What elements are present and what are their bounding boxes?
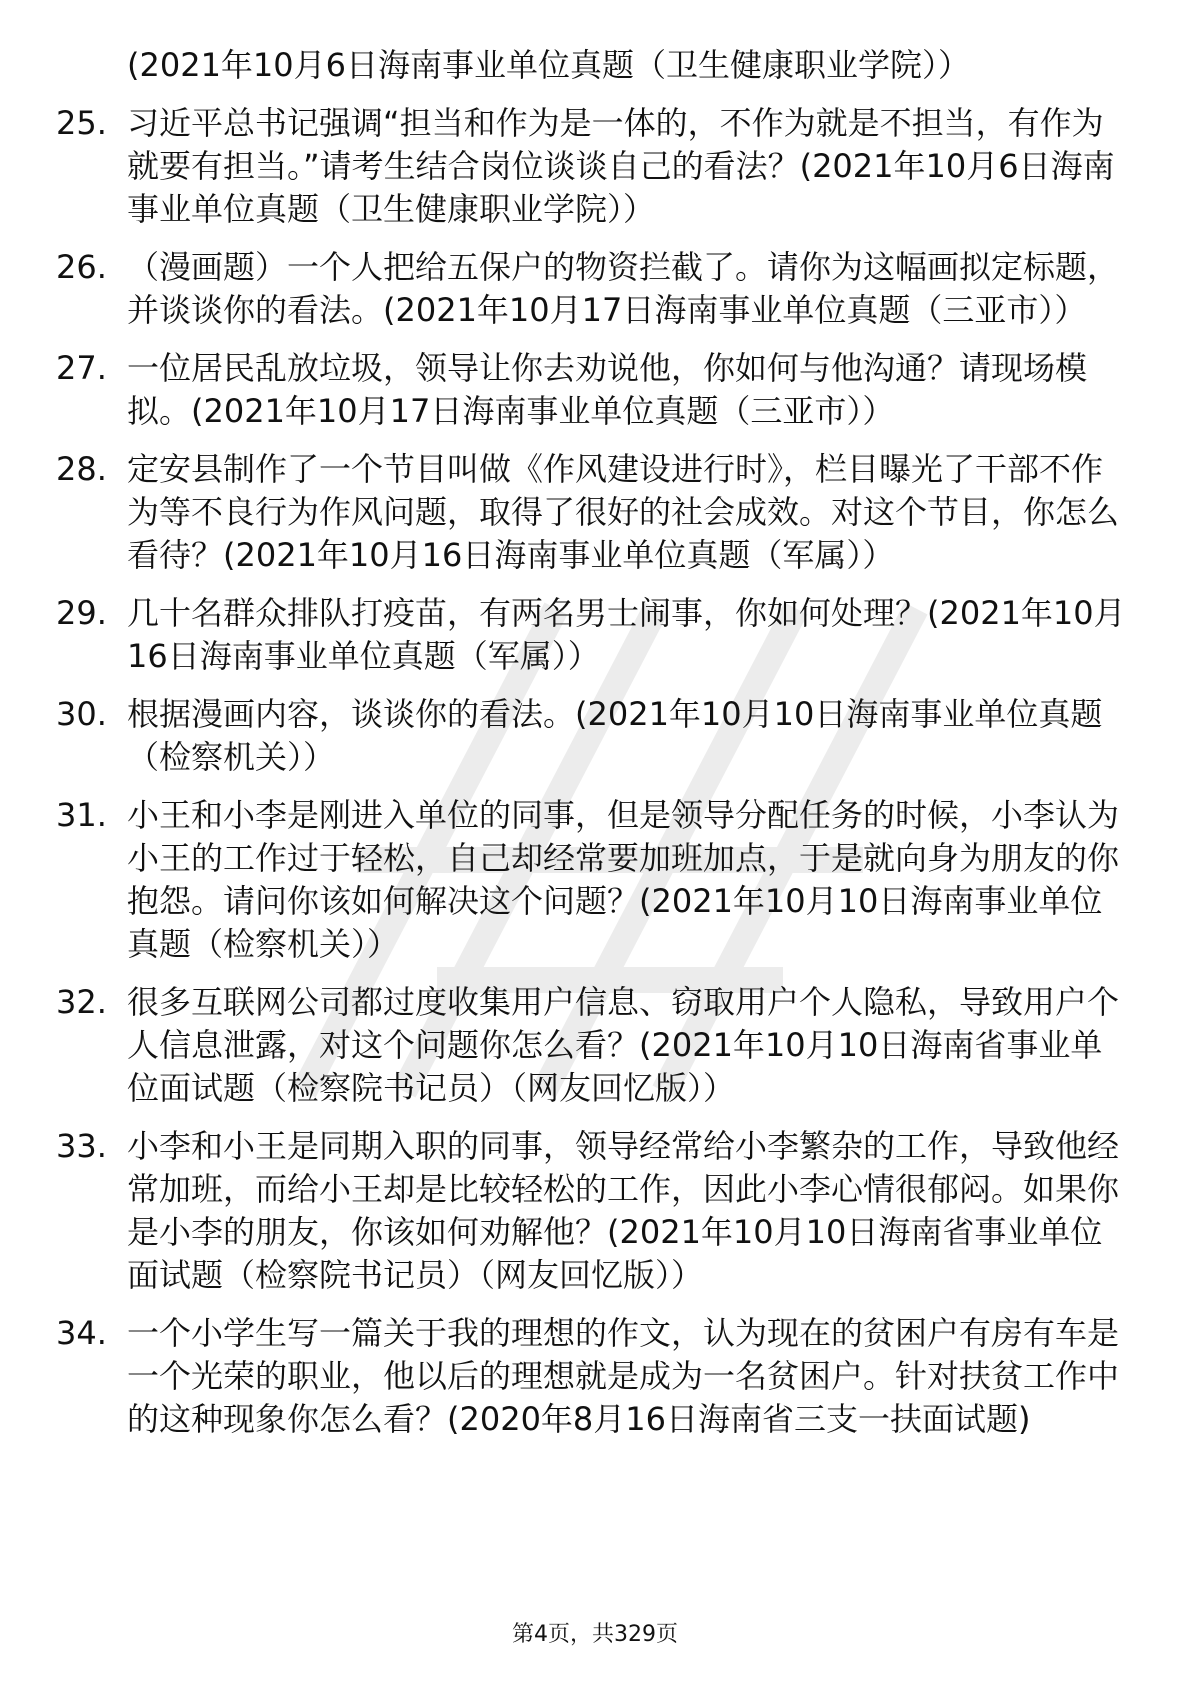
question-item <box>56 693 1136 779</box>
question-item <box>56 592 1136 678</box>
question-text: 很多互联网公司都过度收集用户信息、窃取用户个人隐私，导致用户个人信息泄露，对这个问题你怎么看？(2021年10月10日海南省事业单位面试题（检察院书记员）（网友回忆版）） <box>127 983 1120 1107</box>
question-text: 几十名群众排队打疫苗，有两名男士闹事，你如何处理？(2021年10月16日海南事业单位真题（军属）） <box>127 594 1126 675</box>
question-list <box>56 44 1136 1456</box>
question-item <box>56 1312 1136 1441</box>
question-number: 25. <box>56 104 107 142</box>
question-item <box>56 448 1136 577</box>
question-item <box>56 1125 1136 1297</box>
question-number: 30. <box>56 695 107 733</box>
question-item <box>56 347 1136 433</box>
question-number: 26. <box>56 248 107 286</box>
page-footer: 第4页，共329页 <box>512 1622 678 1647</box>
continued-source-line: (2021年10月6日海南事业单位真题（卫生健康职业学院）） <box>127 46 971 84</box>
question-text: 一位居民乱放垃圾，领导让你去劝说他，你如何与他沟通？请现场模拟。(2021年10月17日海南事业单位真题（三亚市）） <box>127 349 1088 430</box>
question-item <box>56 246 1136 332</box>
question-number: 34. <box>56 1314 107 1352</box>
question-number: 29. <box>56 594 107 632</box>
question-text: 定安县制作了一个节目叫做《作风建设进行时》，栏目曝光了干部不作为等不良行为作风问题，取得了很好的社会成效。对这个节目，你怎么看待？(2021年10月16日海南事业单位真题（军属）） <box>127 450 1120 574</box>
question-text: 习近平总书记强调“担当和作为是一体的，不作为就是不担当，有作为就要有担当。”请考生结合岗位谈谈自己的看法？(2021年10月6日海南事业单位真题（卫生健康职业学院）） <box>127 104 1115 228</box>
question-number: 33. <box>56 1127 107 1165</box>
question-number: 32. <box>56 983 107 1021</box>
question-item <box>56 794 1136 966</box>
question-number: 27. <box>56 349 107 387</box>
question-item <box>56 981 1136 1110</box>
question-text: 小李和小王是同期入职的同事，领导经常给小李繁杂的工作，导致他经常加班，而给小王却是比较轻松的工作，因此小李心情很郁闷。如果你是小李的朋友，你该如何劝解他？(2021年10月10日海南省事业单位面试题（检察院书记员）（网友回忆版）） <box>127 1127 1120 1294</box>
question-number: 31. <box>56 796 107 834</box>
question-number: 28. <box>56 450 107 488</box>
question-item <box>56 102 1136 231</box>
question-text: 小王和小李是刚进入单位的同事，但是领导分配任务的时候，小李认为小王的工作过于轻松，自己却经常要加班加点，于是就向身为朋友的你抱怨。请问你该如何解决这个问题？(2021年10月10日海南事业单位真题（检察机关）） <box>127 796 1120 963</box>
question-text: 一个小学生写一篇关于我的理想的作文，认为现在的贫困户有房有车是一个光荣的职业，他以后的理想就是成为一名贫困户。针对扶贫工作中的这种现象你怎么看？(2020年8月16日海南省三支一扶面试题) <box>127 1314 1120 1438</box>
question-text: （漫画题）一个人把给五保户的物资拦截了。请你为这幅画拟定标题，并谈谈你的看法。(2021年10月17日海南事业单位真题（三亚市）） <box>127 248 1120 329</box>
question-text: 根据漫画内容，谈谈你的看法。(2021年10月10日海南事业单位真题（检察机关）） <box>127 695 1103 776</box>
